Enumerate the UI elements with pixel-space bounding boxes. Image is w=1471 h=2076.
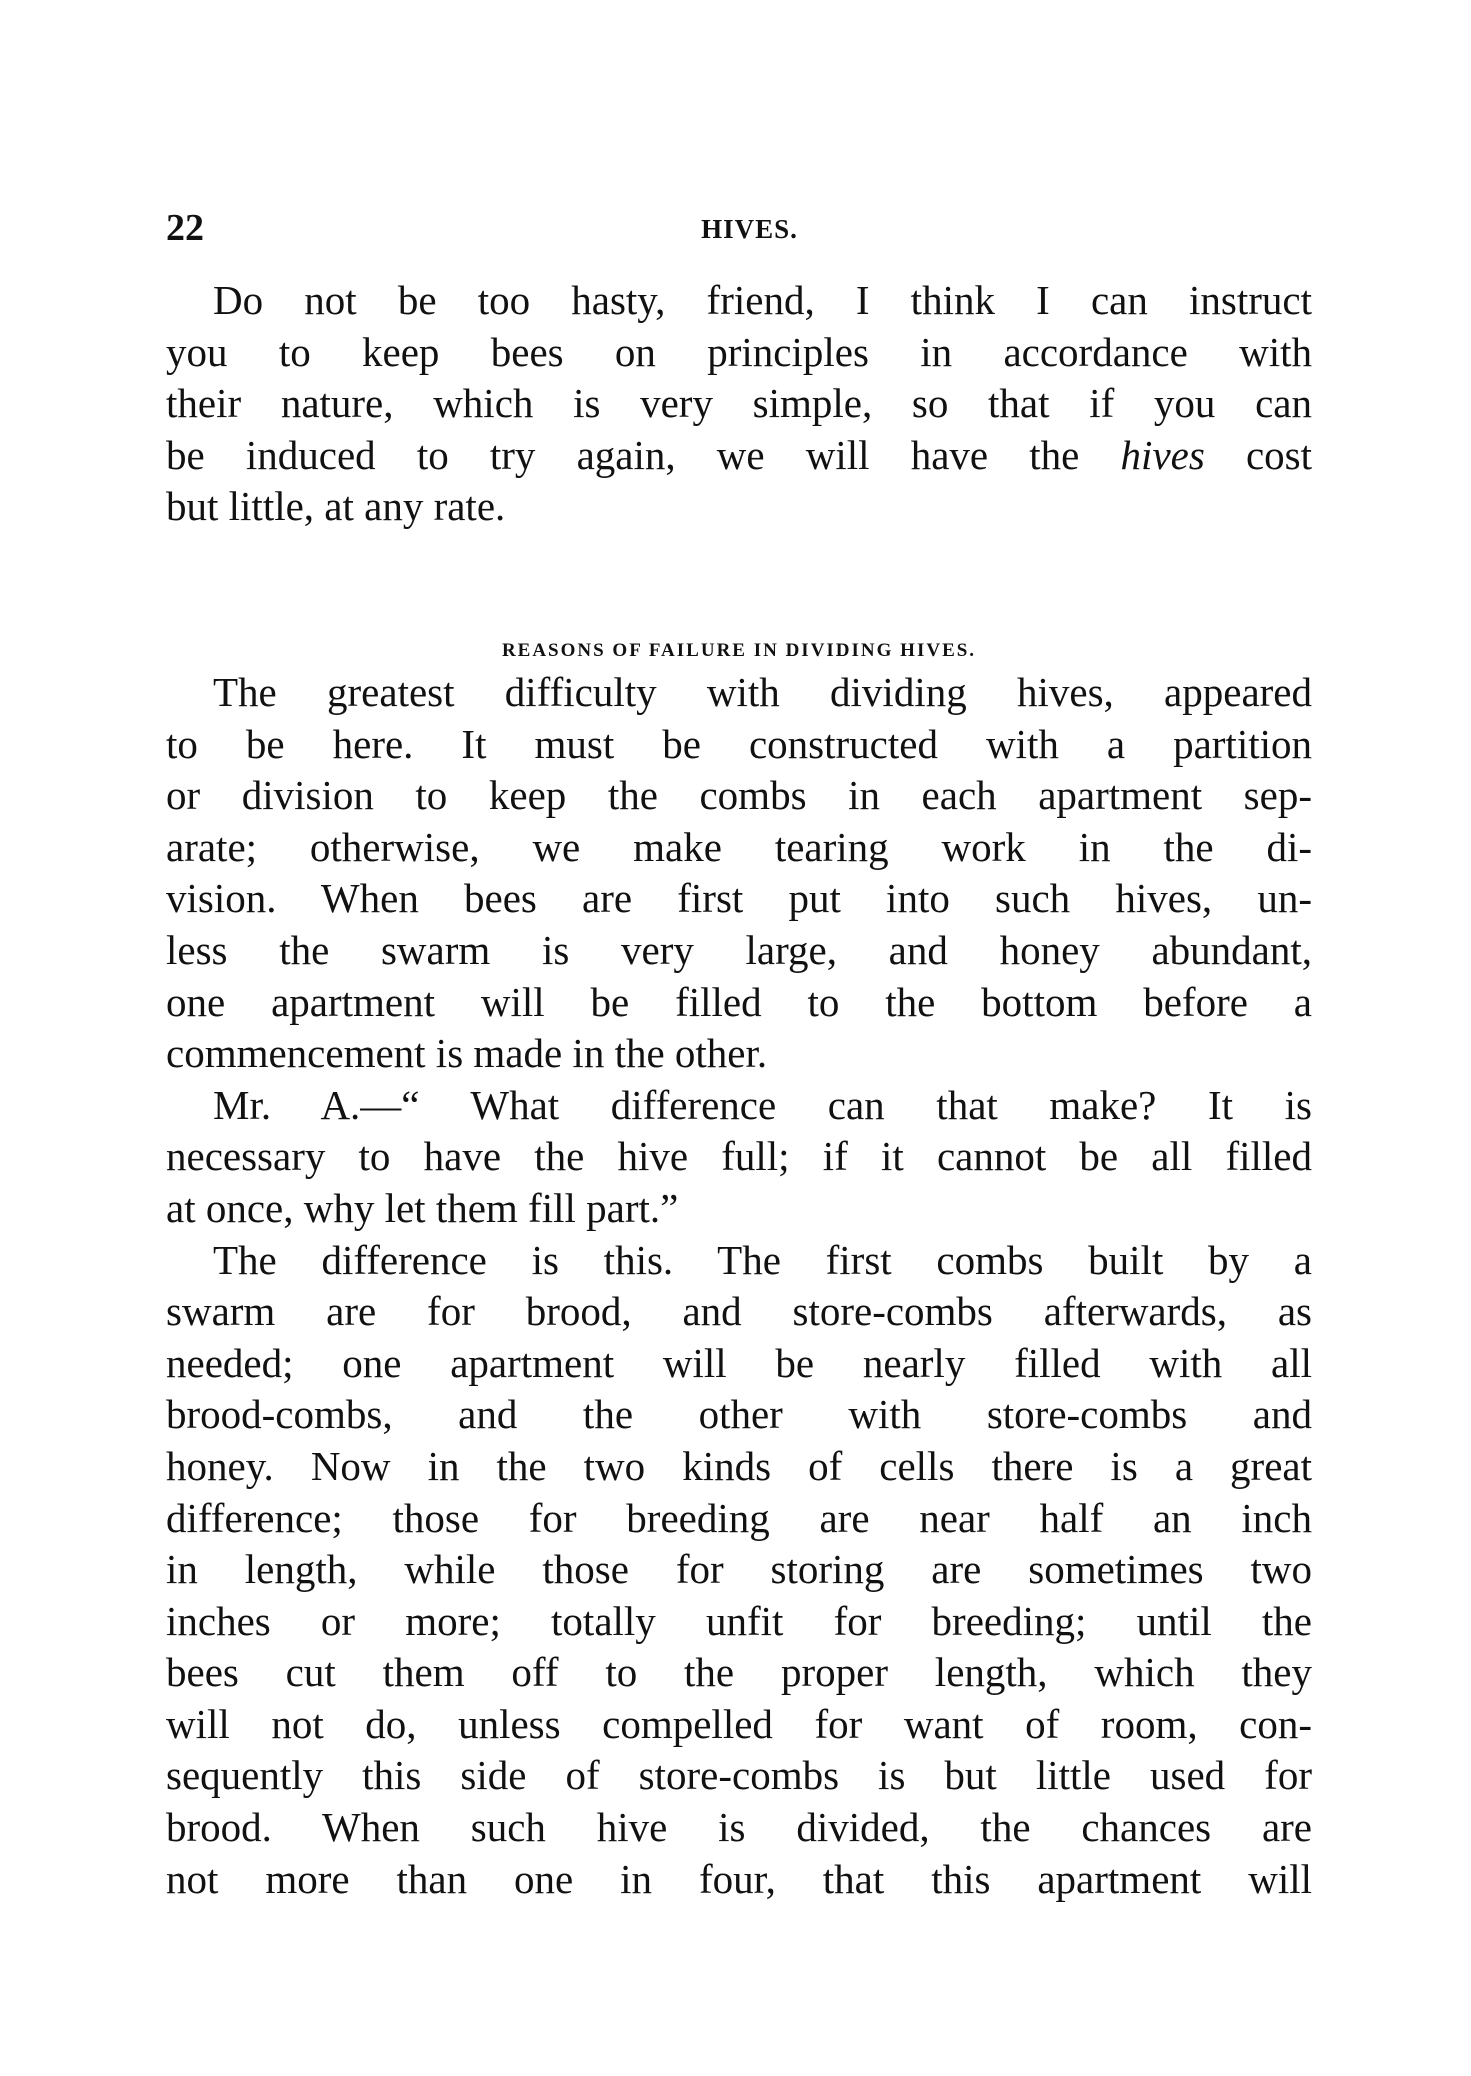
text-segment: less the swarm is very large, and honey abundant,	[166, 926, 1312, 973]
text-segment: sequently this side of store-combs is but little used for	[166, 1752, 1312, 1799]
text-segment: but little, at any rate.	[166, 483, 506, 530]
text-segment: at once, why let them fill part.”	[166, 1184, 679, 1231]
text-line	[166, 1854, 1312, 1906]
text-segment: you to keep bees on principles in accordance with	[166, 328, 1312, 375]
running-title: HIVES.	[701, 214, 798, 244]
text-line	[166, 1544, 1312, 1596]
section-heading: REASONS OF FAILURE IN DIVIDING HIVES.	[501, 640, 977, 661]
text-segment: not more than one in four, that this apartment will	[166, 1855, 1312, 1902]
text-line	[166, 1389, 1312, 1441]
text-segment: one apartment will be filled to the bottom before a	[166, 978, 1312, 1025]
text-segment: swarm are for brood, and store-combs afterwards, as	[166, 1288, 1312, 1335]
text-line	[166, 1131, 1312, 1183]
text-segment: Mr. A.—“ What difference can that make? It is	[213, 1081, 1312, 1128]
text-segment: inches or more; totally unfit for breeding; until the	[166, 1597, 1312, 1644]
text-segment: commencement is made in the other.	[166, 1030, 768, 1077]
text-line	[166, 977, 1312, 1029]
text-line	[166, 1750, 1312, 1802]
text-segment: honey. Now in the two kinds of cells there is a great	[166, 1442, 1312, 1489]
text-segment: or division to keep the combs in each apartment sep-	[166, 772, 1312, 819]
text-block-section	[166, 667, 1312, 1905]
text-line	[166, 1080, 1312, 1132]
text-line	[166, 1235, 1312, 1287]
text-line	[166, 822, 1312, 874]
text-segment: will not do, unless compelled for want of room, con-	[166, 1700, 1312, 1747]
text-line	[166, 378, 1312, 430]
text-line	[166, 1286, 1312, 1338]
text-line	[166, 481, 1312, 533]
text-segment: difference; those for breeding are near half an inch	[166, 1494, 1312, 1541]
text-line	[166, 1441, 1312, 1493]
text-line	[166, 1183, 1312, 1235]
text-segment: The difference is this. The first combs built by a	[213, 1236, 1312, 1283]
italic-text: hives	[1120, 431, 1205, 478]
text-line	[166, 667, 1312, 719]
page-number: 22	[166, 207, 204, 249]
text-segment: arate; otherwise, we make tearing work in the di-	[166, 823, 1312, 870]
text-line	[166, 327, 1312, 379]
text-segment: brood. When such hive is divided, the chances are	[166, 1804, 1312, 1851]
text-line	[166, 275, 1312, 327]
text-line	[166, 873, 1312, 925]
text-segment: to be here. It must be constructed with a partition	[166, 720, 1312, 767]
text-segment: cost	[1204, 431, 1313, 478]
text-line	[166, 925, 1312, 977]
text-line	[166, 719, 1312, 771]
text-block-intro	[166, 275, 1312, 533]
text-segment: their nature, which is very simple, so that if you can	[166, 380, 1312, 427]
text-line	[166, 1647, 1312, 1699]
text-segment: vision. When bees are first put into such hives, un-	[166, 875, 1312, 922]
text-line	[166, 1493, 1312, 1545]
text-segment: necessary to have the hive full; if it cannot be all filled	[166, 1133, 1312, 1180]
text-segment: brood-combs, and the other with store-combs and	[166, 1391, 1312, 1438]
text-line	[166, 770, 1312, 822]
text-line	[166, 1802, 1312, 1854]
text-segment: be induced to try again, we will have the	[166, 431, 1121, 478]
text-line	[166, 1699, 1312, 1751]
text-line	[166, 1028, 1312, 1080]
text-segment: The greatest difficulty with dividing hives, appeared	[213, 669, 1312, 715]
text-segment: in length, while those for storing are sometimes two	[166, 1546, 1312, 1593]
text-line	[166, 1338, 1312, 1390]
text-line	[166, 430, 1312, 482]
text-segment: bees cut them off to the proper length, which they	[166, 1649, 1312, 1696]
text-segment: Do not be too hasty, friend, I think I can instruct	[213, 277, 1312, 323]
text-line	[166, 1596, 1312, 1648]
text-segment: needed; one apartment will be nearly filled with all	[166, 1339, 1312, 1386]
